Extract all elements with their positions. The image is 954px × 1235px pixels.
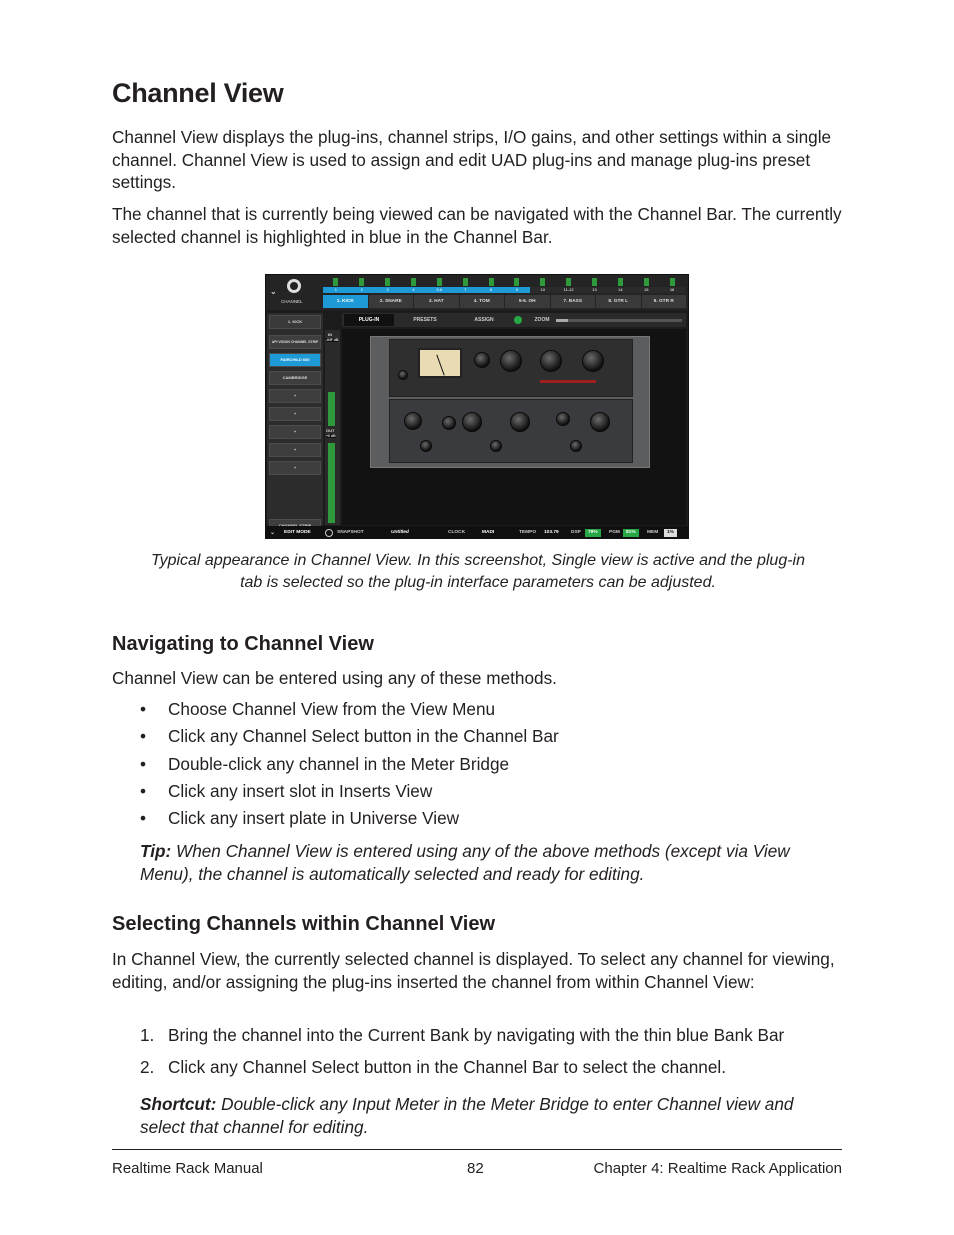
insert-slot[interactable]: +: [269, 425, 321, 439]
bank-number[interactable]: 3: [375, 287, 401, 293]
meter-bridge-meter[interactable]: [592, 278, 597, 286]
meter-bridge-meter[interactable]: [437, 278, 442, 286]
channel-select-button[interactable]: 1. KICK: [323, 295, 368, 308]
snapshot-name: Untitled: [391, 530, 409, 535]
meter-bridge-meter[interactable]: [463, 278, 468, 286]
clock-value: MADI: [482, 530, 495, 535]
tip-text: When Channel View is entered using any of the above methods (except via View Menu), the channel is automatically selected and ready for editing.: [140, 841, 790, 884]
channel-select-button[interactable]: 7. BASS: [551, 295, 596, 308]
bank-number[interactable]: 2: [349, 287, 375, 293]
io-gain-column: [325, 330, 340, 525]
bank-number[interactable]: 14: [618, 287, 623, 292]
tip-note: [140, 840, 820, 885]
logo-icon: [287, 279, 301, 293]
tempo-value[interactable]: 103.79: [544, 530, 559, 535]
mem-label: MEM: [647, 530, 659, 535]
zoom-slider[interactable]: [556, 319, 682, 322]
insert-slot[interactable]: CAMBRIDGE: [269, 371, 321, 385]
selecting-lead: In Channel View, the currently selected channel is displayed. To select any channel for viewing, editing, and/or assigning the plug-ins inserted the channel from within Channel View:: [112, 949, 835, 992]
meter-bridge-meter[interactable]: [540, 278, 545, 286]
shortcut-note: [140, 1093, 820, 1138]
tip-label: Tip:: [140, 841, 172, 861]
dsp-label: DSP: [571, 530, 581, 535]
section-heading-navigating: Navigating to Channel View: [112, 633, 374, 655]
in-value[interactable]: -INF dB: [326, 338, 339, 342]
page-number: 82: [467, 1160, 484, 1177]
plugin-rack: [370, 336, 650, 468]
meter-bridge-meter[interactable]: [644, 278, 649, 286]
channel-select-button[interactable]: 2. SNARE: [369, 295, 414, 308]
list-item: • Double-click any channel in the Meter Bridge: [140, 753, 510, 774]
cambridge-unit[interactable]: [389, 399, 633, 463]
navigating-lead: Channel View can be entered using any of these methods.: [112, 668, 557, 688]
shortcut-text: Double-click any Input Meter in the Meter Bridge to enter Channel view and select that channel for editing.: [140, 1094, 794, 1137]
bank-number[interactable]: 4: [401, 287, 427, 293]
section-heading-selecting: Selecting Channels within Channel View: [112, 913, 496, 935]
page-title: Channel View: [112, 78, 284, 108]
channel-bar: [266, 275, 689, 310]
tab-plug-in[interactable]: PLUG-IN: [344, 314, 394, 326]
meter-bridge-meter[interactable]: [566, 278, 571, 286]
pgm-label: PGM: [609, 530, 620, 535]
plugin-tabs: [342, 313, 686, 327]
meter-bridge-meter[interactable]: [333, 278, 338, 286]
figure-caption: Typical appearance in Channel View. In this screenshot, Single view is active and the plug-in tab is selected so the plug-in interface parameters can be adjusted.: [150, 552, 805, 591]
list-item: • Click any Channel Select button in the Channel Bar: [140, 726, 559, 747]
list-item: • Click any insert slot in Inserts View: [140, 780, 433, 801]
list-item: • Choose Channel View from the View Menu: [140, 699, 496, 719]
list-item: 2. Click any Channel Select button in the Channel Bar to select the channel.: [140, 1057, 726, 1077]
meter-bridge-meter[interactable]: [359, 278, 364, 286]
vu-meter: [418, 348, 462, 378]
bank-number[interactable]: 8: [478, 287, 504, 293]
navigation-methods-list: [140, 698, 559, 834]
channel-select-button[interactable]: 4. TOM: [460, 295, 505, 308]
meter-bridge-meter[interactable]: [514, 278, 519, 286]
channel-label: CHANNEL: [281, 299, 303, 304]
out-label: OUT: [326, 428, 335, 433]
input-meter: [328, 392, 335, 426]
bank-number[interactable]: 10: [540, 287, 545, 292]
bank-number[interactable]: 16: [669, 287, 675, 292]
meter-bridge-meter[interactable]: [385, 278, 390, 286]
inserts-column: [267, 313, 323, 525]
meter-bridge-meter[interactable]: [411, 278, 416, 286]
list-item: 1. Bring the channel into the Current Bank by navigating with the thin blue Bank Bar: [140, 1025, 785, 1045]
channel-select-button[interactable]: 9. GTR R: [642, 295, 687, 308]
output-meter: [328, 443, 335, 523]
channel-view-screenshot: [265, 274, 689, 539]
bank-number[interactable]: 5-6: [426, 287, 452, 293]
status-bar: [266, 526, 689, 539]
footer-manual-title: Realtime Rack Manual: [112, 1160, 263, 1177]
mem-value: 1%: [664, 529, 677, 537]
in-label: IN: [328, 332, 332, 337]
insert-slot[interactable]: FAIRCHILD 660: [269, 353, 321, 367]
dsp-value: 79%: [585, 529, 601, 537]
channel-select-button[interactable]: 5-6. OH: [505, 295, 550, 308]
meter-bridge-meter[interactable]: [670, 278, 675, 286]
plugin-area: [342, 329, 686, 525]
selection-steps-list: [140, 1024, 784, 1088]
meter-bridge-meter[interactable]: [618, 278, 623, 286]
insert-slot[interactable]: +: [269, 389, 321, 403]
clock-label[interactable]: CLOCK: [448, 530, 466, 535]
intro-paragraph-2: The channel that is currently being viewed can be navigated with the Channel Bar. The currently selected channel is highlighted in blue in the Channel Bar.: [112, 204, 842, 247]
insert-slot[interactable]: +: [269, 461, 321, 475]
footer-chapter: Chapter 4: Realtime Rack Application: [593, 1160, 842, 1177]
insert-slot[interactable]: +: [269, 407, 321, 421]
bank-number[interactable]: 13: [592, 287, 597, 292]
edit-mode-button[interactable]: EDIT MODE: [284, 530, 311, 535]
snapshot-icon[interactable]: [325, 529, 333, 537]
tab-presets[interactable]: PRESETS: [413, 317, 437, 323]
power-icon[interactable]: [514, 316, 522, 324]
list-item: • Click any insert plate in Universe View: [140, 808, 460, 829]
footer-divider: [112, 1149, 842, 1150]
out-value[interactable]: +0 dB: [326, 434, 336, 438]
channel-select-button[interactable]: 3. HAT: [414, 295, 459, 308]
insert-slot[interactable]: +: [269, 443, 321, 457]
tab-assign[interactable]: ASSIGN: [474, 317, 494, 323]
chevron-down-icon[interactable]: ⌄: [270, 287, 277, 296]
tempo-label: TEMPO: [519, 530, 537, 535]
bank-bar[interactable]: [323, 287, 685, 293]
bank-number[interactable]: 1: [323, 287, 349, 293]
bank-number[interactable]: 11-12: [563, 287, 574, 292]
intro-paragraph-1: Channel View displays the plug-ins, channel strips, I/O gains, and other settings within a single channel. Channel View is used to assign and edit UAD plug-ins and manage plug-ins preset settings.: [112, 127, 832, 192]
shortcut-label: Shortcut:: [140, 1094, 217, 1114]
pgm-value: 81%: [623, 529, 639, 537]
bank-number[interactable]: 15: [643, 287, 649, 292]
meter-bridge-meter[interactable]: [489, 278, 494, 286]
snapshot-label[interactable]: SNAPSHOT: [337, 530, 364, 535]
bank-number[interactable]: 9: [504, 287, 530, 293]
insert-slot[interactable]: API VISION CHANNEL STRIP: [269, 335, 321, 349]
channel-select-button[interactable]: 8. GTR L: [596, 295, 641, 308]
chevron-down-icon[interactable]: ⌄: [270, 530, 276, 536]
zoom-label: ZOOM: [534, 317, 550, 323]
bank-number[interactable]: 7: [452, 287, 478, 293]
channel-name: 1. KICK: [269, 315, 321, 329]
fairchild-unit[interactable]: [389, 339, 633, 397]
